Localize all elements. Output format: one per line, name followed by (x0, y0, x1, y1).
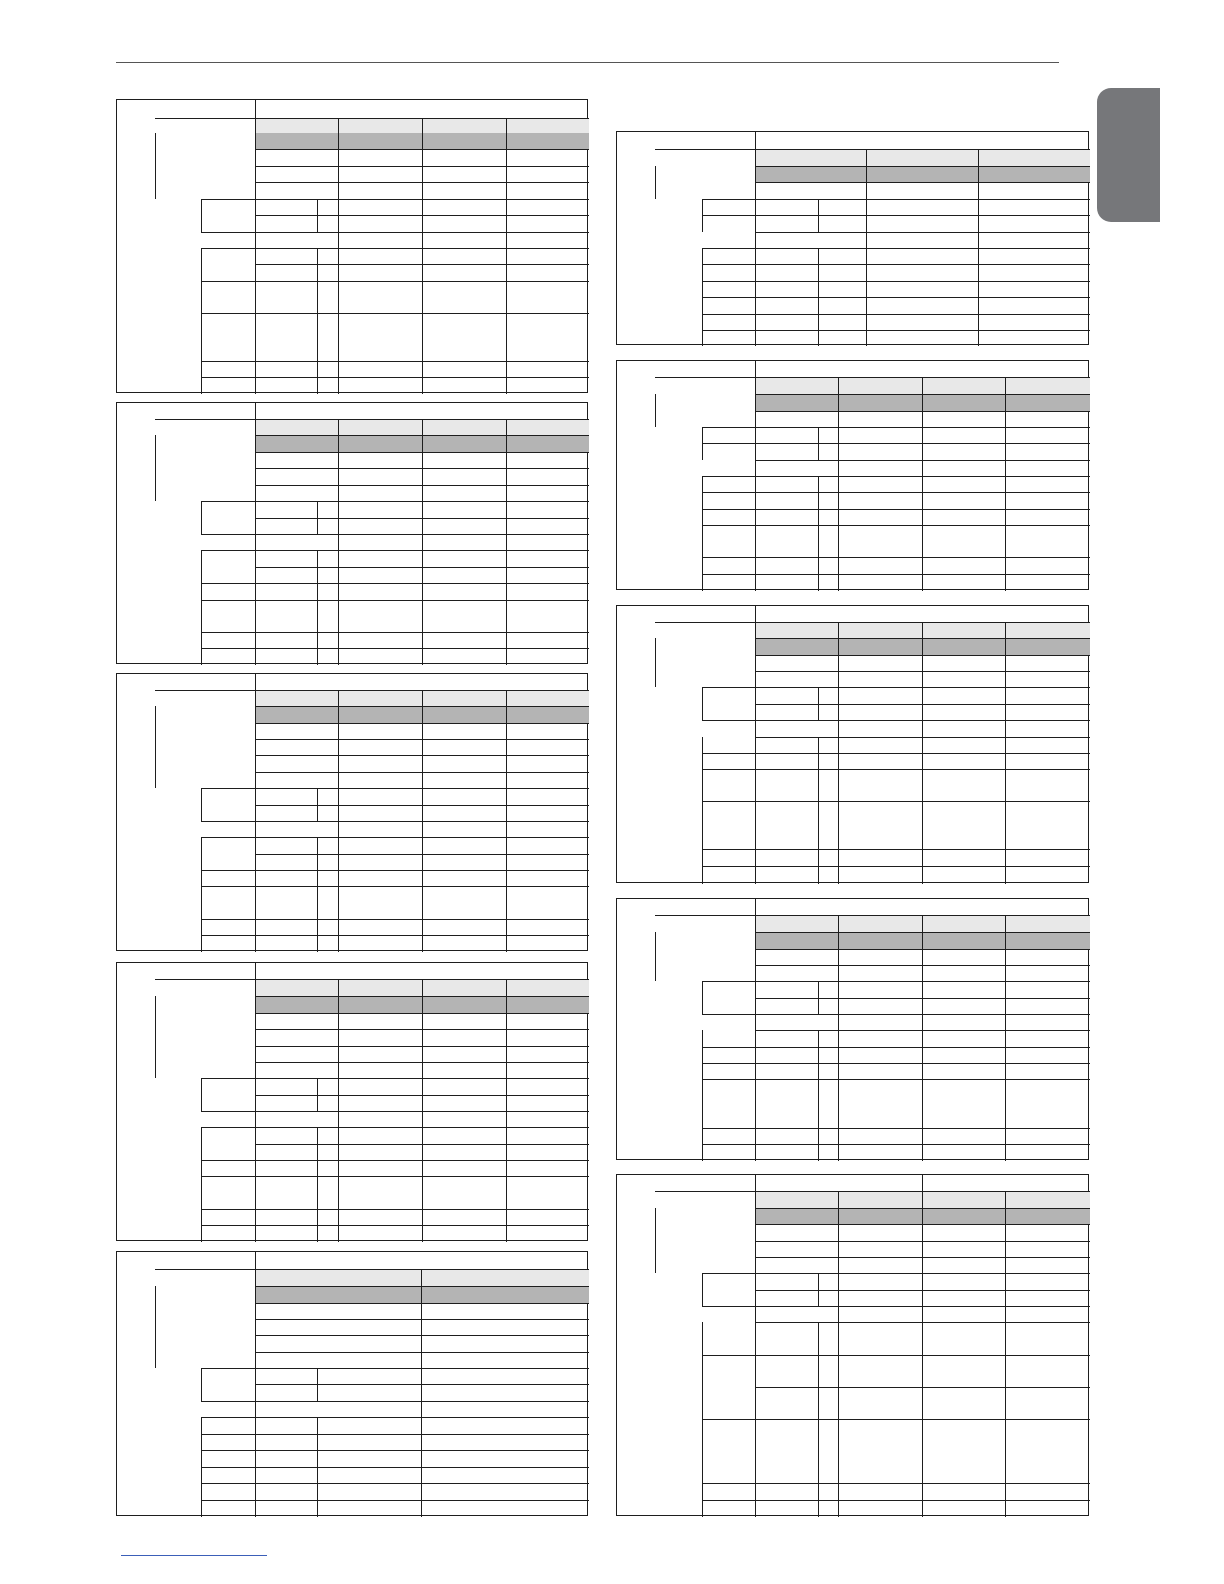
row-line (702, 314, 755, 315)
column-line (978, 149, 979, 346)
row-line (201, 232, 255, 233)
column-line (255, 963, 256, 1242)
column-line (922, 915, 923, 1161)
row-line (702, 1014, 755, 1015)
label-line (317, 1368, 318, 1401)
column-line (422, 419, 423, 665)
spec-table (116, 402, 588, 664)
column-line (1005, 622, 1006, 884)
row-line (702, 769, 755, 770)
header-rule (116, 62, 1059, 63)
row-line (201, 870, 255, 871)
row-line (255, 1500, 589, 1501)
column-line (838, 915, 839, 1161)
label-line (317, 199, 318, 232)
row-line (201, 648, 255, 649)
label-line (818, 1322, 819, 1517)
row-line (702, 264, 755, 265)
row-line (702, 525, 755, 526)
row-line (702, 248, 755, 249)
row-line (755, 232, 1090, 233)
row-line (702, 1079, 755, 1080)
row-line (755, 330, 1090, 331)
spec-table (616, 360, 1089, 590)
column-line (866, 149, 867, 346)
row-line (702, 1144, 755, 1145)
row-line (201, 1417, 255, 1418)
label-line (317, 550, 318, 665)
row-line (655, 1191, 755, 1192)
spec-table (616, 605, 1089, 883)
label-line (155, 706, 156, 788)
label-line (655, 394, 656, 427)
row-line (702, 330, 755, 331)
row-line (255, 1434, 589, 1435)
label-line (317, 1078, 318, 1111)
label-line (818, 199, 819, 232)
row-line (155, 690, 255, 691)
label-line (818, 427, 819, 460)
label-line (702, 687, 703, 720)
row-line (255, 1269, 589, 1270)
spec-table (116, 1251, 588, 1516)
label-line (201, 1127, 202, 1242)
row-line (702, 509, 755, 510)
row-line (702, 849, 755, 850)
column-line (755, 361, 756, 591)
row-line (755, 199, 1090, 200)
row-line (702, 199, 755, 200)
label-line (655, 932, 656, 981)
row-line (255, 1319, 589, 1320)
row-line (655, 622, 755, 623)
row-line (755, 182, 1090, 183)
row-line (201, 501, 255, 502)
label-line (201, 1368, 202, 1401)
row-line (201, 788, 255, 789)
row-line (255, 1384, 589, 1385)
row-line (702, 427, 755, 428)
label-line (317, 1127, 318, 1242)
row-line (702, 1273, 755, 1274)
column-line (838, 1191, 839, 1517)
row-line (201, 1450, 255, 1451)
row-line (155, 118, 255, 119)
label-line (155, 435, 156, 501)
column-line (422, 690, 423, 952)
row-line (201, 821, 255, 822)
label-line (317, 501, 318, 534)
row-line (702, 492, 755, 493)
label-line (818, 687, 819, 720)
row-line (201, 1225, 255, 1226)
row-line (201, 313, 255, 314)
row-line (702, 801, 755, 802)
label-line (201, 199, 202, 232)
row-line (702, 297, 755, 298)
row-line (201, 1500, 255, 1501)
label-line (155, 1286, 156, 1368)
label-line (201, 1078, 202, 1111)
label-line (201, 788, 202, 821)
label-line (201, 248, 202, 394)
row-line (201, 361, 255, 362)
label-line (201, 550, 202, 665)
row-line (702, 443, 755, 444)
row-line (201, 1078, 255, 1079)
row-line (201, 1209, 255, 1210)
row-line (201, 1111, 255, 1112)
label-line (155, 996, 156, 1078)
shaded-row (755, 166, 1090, 182)
column-line (1005, 377, 1006, 591)
footer-link[interactable] (121, 1555, 267, 1556)
column-line (338, 118, 339, 394)
label-line (317, 248, 318, 394)
column-line (506, 118, 507, 394)
row-line (255, 1483, 589, 1484)
row-line (201, 1467, 255, 1468)
row-line (255, 1450, 589, 1451)
row-line (255, 1417, 589, 1418)
spec-table (116, 673, 588, 951)
row-line (255, 1352, 589, 1353)
row-line (201, 281, 255, 282)
row-line (255, 1401, 589, 1402)
label-line (702, 1273, 703, 1306)
label-line (818, 737, 819, 884)
row-line (702, 215, 755, 216)
row-line (755, 166, 1090, 167)
row-line (201, 632, 255, 633)
row-line (155, 419, 255, 420)
row-line (702, 1306, 755, 1307)
column-line (422, 979, 423, 1242)
row-line (702, 866, 755, 867)
language-tab[interactable] (1097, 88, 1160, 222)
column-line (338, 979, 339, 1242)
shaded-row (255, 1286, 589, 1303)
row-line (702, 281, 755, 282)
row-line (702, 574, 755, 575)
label-line (201, 501, 202, 534)
row-line (702, 687, 755, 688)
row-line (201, 1368, 255, 1369)
row-line (201, 919, 255, 920)
row-line (702, 753, 755, 754)
row-line (755, 215, 1090, 216)
label-line (818, 476, 819, 591)
row-line (201, 377, 255, 378)
spec-table (616, 131, 1089, 345)
row-line (201, 1401, 255, 1402)
row-line (155, 979, 255, 980)
row-line (255, 1303, 589, 1304)
label-line (818, 248, 819, 346)
row-line (201, 248, 255, 249)
spec-table (616, 1174, 1089, 1516)
spec-table (116, 962, 588, 1241)
column-line (1005, 915, 1006, 1161)
label-line (818, 981, 819, 1014)
row-line (702, 1047, 755, 1048)
label-line (155, 133, 156, 199)
column-line (421, 1269, 422, 1517)
column-line (255, 403, 256, 665)
column-line (922, 622, 923, 884)
row-line (702, 1355, 755, 1356)
row-line (155, 1269, 255, 1270)
row-line (201, 837, 255, 838)
row-line (201, 534, 255, 535)
label-line (655, 166, 656, 199)
spec-table (616, 898, 1089, 1160)
row-line (655, 149, 755, 150)
spec-table (116, 99, 588, 393)
row-line (702, 1500, 755, 1501)
label-line (702, 248, 703, 346)
row-line (755, 314, 1090, 315)
column-line (755, 899, 756, 1161)
row-line (702, 1128, 755, 1129)
column-line (838, 377, 839, 591)
label-line (702, 1322, 703, 1517)
row-line (702, 981, 755, 982)
row-line (755, 264, 1090, 265)
row-line (201, 935, 255, 936)
row-line (255, 1335, 589, 1336)
column-line (506, 419, 507, 665)
label-line (702, 981, 703, 1014)
label-line (702, 1030, 703, 1161)
column-line (338, 690, 339, 952)
column-line (755, 132, 756, 346)
model-header-row (255, 1269, 589, 1286)
label-line (702, 199, 703, 232)
label-line (702, 737, 703, 884)
label-line (655, 638, 656, 687)
row-line (255, 1368, 589, 1369)
row-line (702, 1483, 755, 1484)
row-line (201, 1176, 255, 1177)
label-line (317, 837, 318, 952)
row-line (655, 915, 755, 916)
row-line (201, 199, 255, 200)
column-line (506, 690, 507, 952)
model-header-row (755, 149, 1090, 166)
column-line (338, 419, 339, 665)
label-line (655, 1208, 656, 1273)
column-line (506, 979, 507, 1242)
row-line (201, 1483, 255, 1484)
row-line (755, 281, 1090, 282)
label-line (702, 476, 703, 591)
column-line (422, 118, 423, 394)
label-line (201, 837, 202, 952)
row-line (702, 720, 755, 721)
row-line (655, 377, 755, 378)
row-line (201, 600, 255, 601)
column-line (1005, 1191, 1006, 1517)
row-line (702, 1419, 755, 1420)
row-line (201, 550, 255, 551)
row-line (755, 248, 1090, 249)
column-line (255, 100, 256, 394)
label-line (702, 427, 703, 460)
column-line (838, 622, 839, 884)
column-line (255, 674, 256, 952)
row-line (702, 1063, 755, 1064)
column-line (922, 1175, 923, 1191)
row-line (255, 1286, 589, 1287)
column-line (755, 606, 756, 884)
row-line (255, 1467, 589, 1468)
label-line (317, 1417, 318, 1517)
row-line (201, 1434, 255, 1435)
row-line (201, 886, 255, 887)
row-line (702, 557, 755, 558)
column-line (922, 1191, 923, 1517)
column-line (922, 377, 923, 591)
label-line (201, 1417, 202, 1517)
label-line (317, 788, 318, 821)
label-line (818, 1273, 819, 1306)
row-line (201, 1127, 255, 1128)
row-line (755, 297, 1090, 298)
row-line (755, 149, 1090, 150)
column-line (755, 1175, 756, 1517)
label-line (818, 1030, 819, 1161)
row-line (201, 1160, 255, 1161)
row-line (201, 583, 255, 584)
column-line (255, 1252, 256, 1517)
row-line (702, 476, 755, 477)
